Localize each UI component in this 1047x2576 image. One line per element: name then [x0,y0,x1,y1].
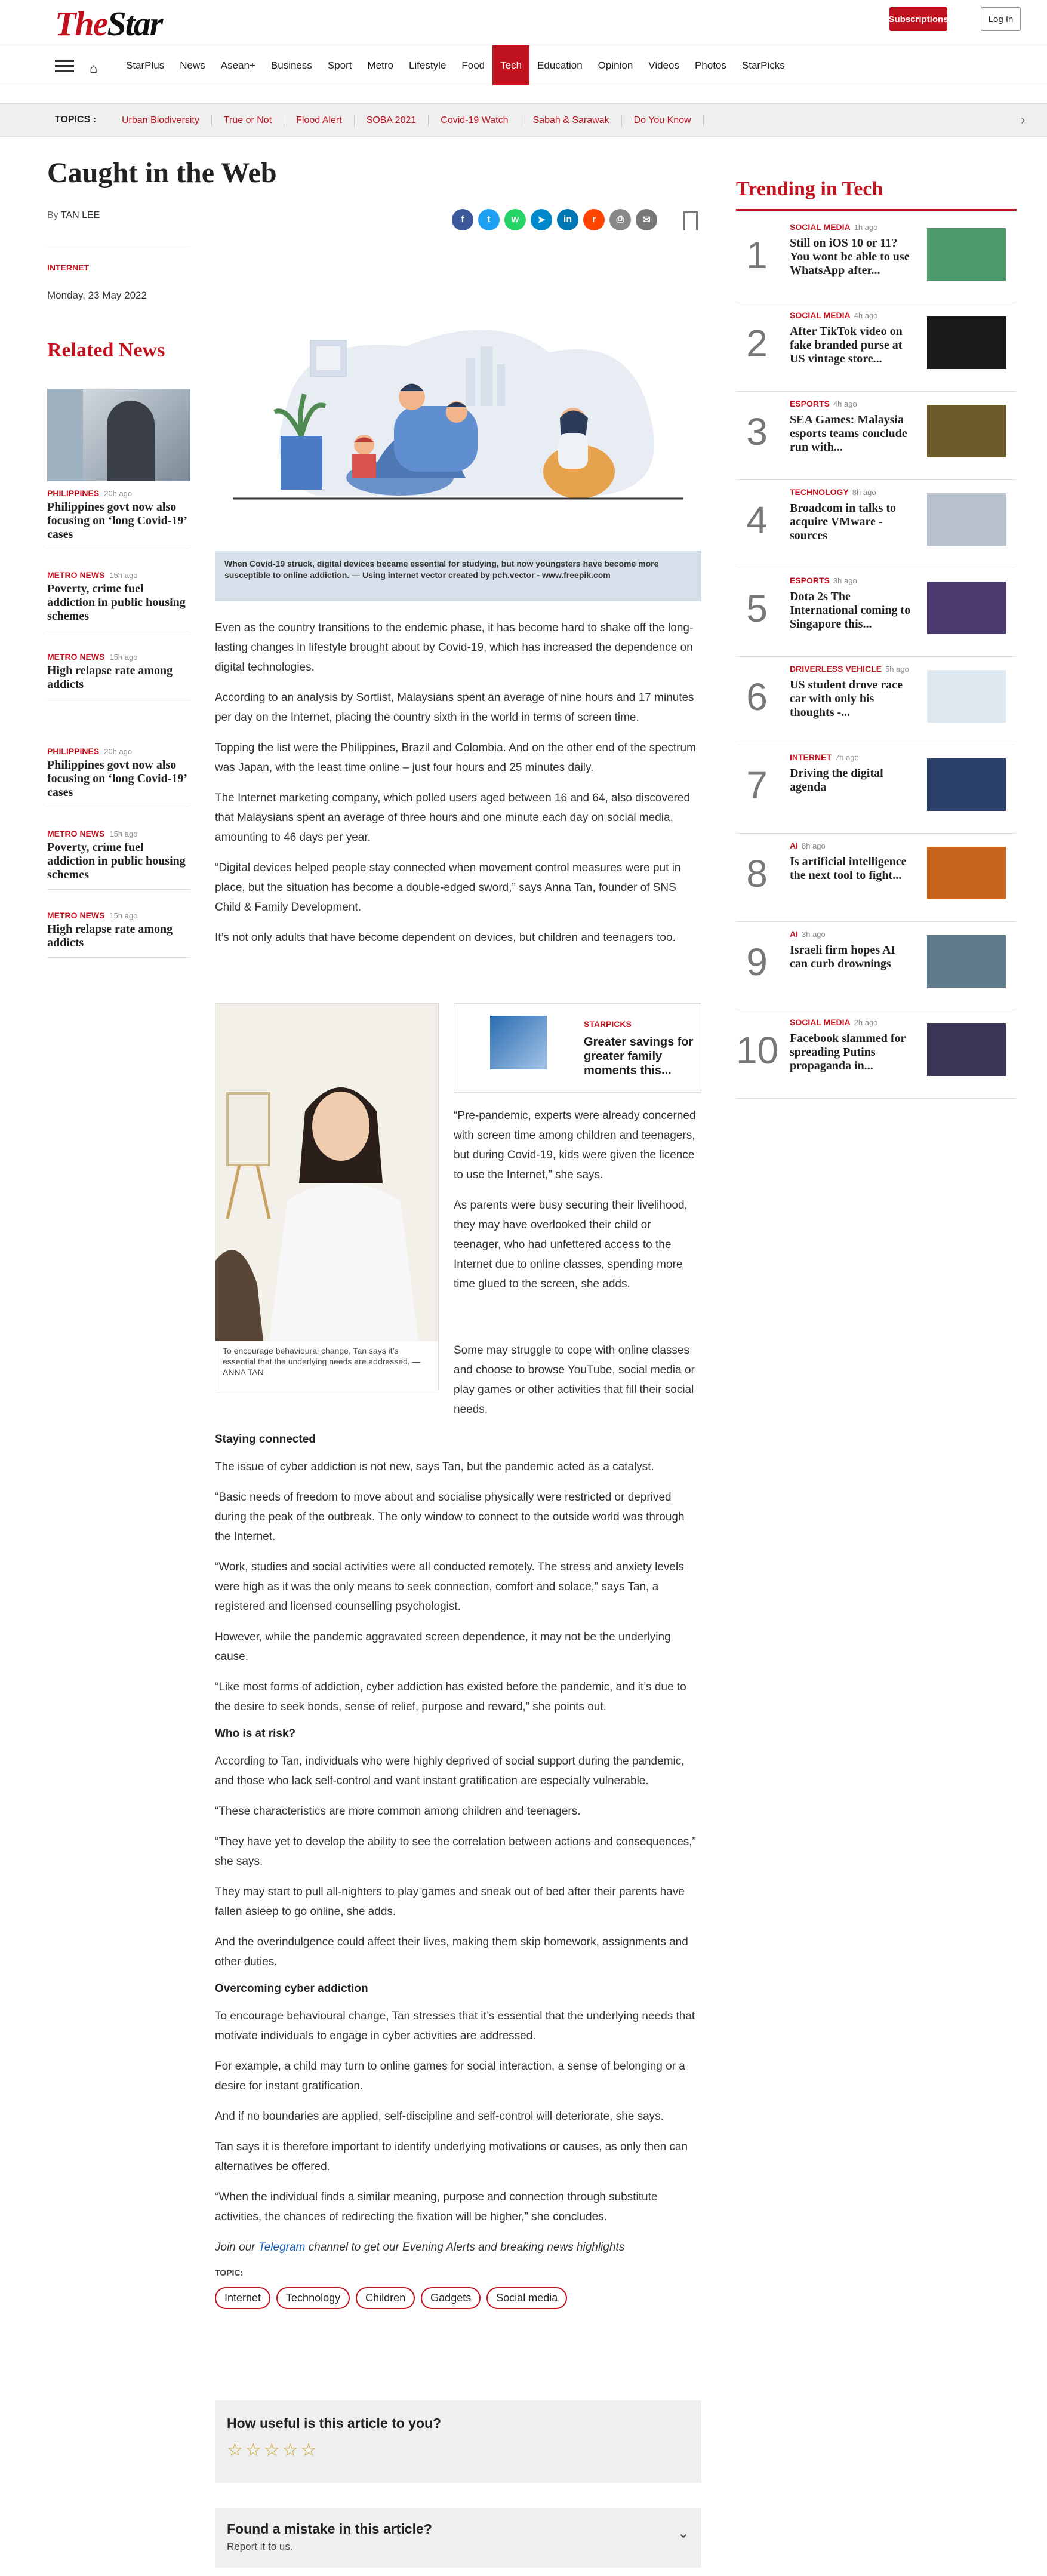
trending-time: 5h ago [885,665,909,674]
section-heading: Overcoming cyber addiction [215,1982,368,1995]
nav-item[interactable]: News [180,59,205,71]
paragraph: According to Tan, individuals who were highly deprived of social support during the pandemic, and those who lack self-control and want instant gratification are especially vulnerable. [215,1755,685,1787]
article-body-3 [215,1341,701,1430]
related-category[interactable]: METRO NEWS [47,652,105,662]
topics-label: TOPICS : [55,115,97,125]
article-title: Caught in the Web [47,157,277,189]
topic-tag[interactable]: Social media [486,2287,567,2309]
nav-item[interactable]: Food [461,59,485,71]
trending-rank: 5 [746,587,768,630]
related-news-item[interactable] [47,746,190,807]
related-category[interactable]: METRO NEWS [47,829,105,838]
trending-item[interactable] [736,1010,1017,1099]
trending-thumbnail[interactable] [927,405,1006,457]
paragraph: “Digital devices helped people stay connected when movement control measures were put in place, but the situation has become a double-edged sword,” says Anna Tan, founder of SNS Child & Family Development. [215,862,681,914]
trending-time: 8h ago [802,841,826,850]
paragraph: Some may struggle to cope with online classes and choose to browse YouTube, social media or play games or other activities that fill their social needs. [454,1344,695,1416]
trending-item[interactable] [736,215,1017,303]
trending-headline[interactable]: SEA Games: Malaysia esports teams conclude run with... [790,413,907,454]
hamburger-menu-icon[interactable] [55,60,74,72]
home-icon[interactable]: ⌂ [90,61,98,76]
nav-items [118,45,793,85]
trending-category[interactable]: ESPORTS [790,399,830,408]
trending-time: 1h ago [854,223,878,232]
star-icon[interactable]: ☆ [245,2440,264,2460]
paragraph: “These characteristics are more common among children and teenagers. [215,1805,581,1818]
related-headline[interactable]: Poverty, crime fuel addiction in public housing schemes [47,841,186,881]
paragraph: However, while the pandemic aggravated screen dependence, it may not be the underlying cause. [215,1631,671,1663]
divider [47,889,190,890]
mistake-subtitle: Report it to us. [227,2541,293,2552]
telegram-promo: Join our Telegram channel to get our Evening Alerts and breaking news highlights [215,2241,625,2254]
site-logo[interactable]: TheStar [55,4,162,43]
author-name[interactable]: TAN LEE [60,210,100,220]
divider [47,957,190,958]
trending-rank: 1 [746,233,768,276]
nav-item[interactable]: Photos [694,59,726,71]
trending-item[interactable] [736,922,1017,1010]
paragraph: “Basic needs of freedom to move about and socialise physically were restricted or deprived during the peak of the outbreak. The only window to connect to the outside world was through the Internet. [215,1491,685,1543]
trending-thumbnail[interactable] [927,582,1006,634]
topic-tag[interactable]: Gadgets [421,2287,481,2309]
telegram-link[interactable]: Telegram [258,2241,306,2254]
byline [47,210,100,221]
related-news-item[interactable] [47,829,190,890]
nav-item[interactable]: Business [270,59,312,71]
trending-rank: 6 [746,675,768,718]
trending-headline[interactable]: US student drove race car with only his thoughts -... [790,678,903,719]
related-time: 15h ago [109,829,138,838]
trending-headline[interactable]: Israeli firm hopes AI can curb drownings [790,943,896,970]
chevron-down-icon[interactable]: ⌄ [677,2525,689,2541]
top-bar [0,0,1047,45]
topic-link[interactable]: Flood Alert [284,115,354,127]
related-news-item[interactable] [47,911,190,958]
trending-headline[interactable]: Broadcom in talks to acquire VMware - sources [790,502,896,542]
related-category[interactable]: METRO NEWS [47,911,105,920]
section-heading: Who is at risk? [215,1727,296,1740]
trending-time: 8h ago [852,488,876,497]
trending-category[interactable]: INTERNET [790,752,832,762]
trending-thumbnail[interactable] [927,493,1006,546]
trending-rank: 9 [746,940,768,983]
star-icon[interactable]: ☆ [300,2440,319,2460]
star-icon[interactable]: ☆ [282,2440,301,2460]
article-body-2 [454,1106,701,1305]
section-heading: Staying connected [215,1433,316,1446]
login-button[interactable]: Log In [981,7,1021,31]
nav-item[interactable]: StarPicks [741,59,785,71]
trending-rank: 10 [736,1029,779,1072]
subscriptions-button[interactable]: Subscriptions [889,7,947,31]
trending-thumbnail[interactable] [927,1023,1006,1076]
figure-caption: To encourage behavioural change, Tan says it’s essential that the underlying needs are addressed. — ANNA TAN [223,1346,421,1377]
paragraph: Tan says it is therefore important to identify underlying motivations or causes, as only then can alternatives be offered. [215,2141,688,2173]
topics-list [110,104,704,137]
usefulness-rating [215,2400,701,2483]
related-news-item[interactable] [47,570,190,631]
related-time: 15h ago [109,653,138,662]
facebook-icon[interactable]: f [452,209,473,230]
paragraph: Topping the list were the Philippines, Brazil and Colombia. And on the other end of the spectrum was Japan, with the least time online – just four hours and 25 minutes daily. [215,742,696,774]
trending-headline[interactable]: Still on iOS 10 or 11? You wont be able to use WhatsApp after... [790,236,910,277]
byline-prefix: By [47,210,58,220]
related-headline[interactable]: High relapse rate among addicts [47,923,173,949]
related-category[interactable]: PHILIPPINES [47,488,100,498]
mistake-title: Found a mistake in this article? [227,2521,432,2537]
trending-time: 4h ago [833,399,857,408]
trending-headline[interactable]: Dota 2s The International coming to Singapore this... [790,590,911,631]
nav-item[interactable]: Lifestyle [409,59,446,71]
useful-question: How useful is this article to you? [227,2415,442,2431]
promo-headline[interactable]: Greater savings for greater family moments this... [584,1035,694,1077]
starpicks-promo[interactable] [454,1003,701,1093]
topic-tag[interactable]: Children [356,2287,415,2309]
trending-category[interactable]: AI [790,929,798,939]
trending-item[interactable] [736,303,1017,392]
related-news-item[interactable] [47,652,190,699]
paragraph: And the overindulgence could affect their lives, making them skip homework, assignments and other duties. [215,1936,688,1968]
nav-item[interactable]: Tech [492,45,529,85]
nav-item[interactable]: StarPlus [126,59,165,71]
topic-link[interactable]: Do You Know [622,115,704,127]
trending-thumbnail[interactable] [927,670,1006,723]
trending-category[interactable]: SOCIAL MEDIA [790,311,851,320]
share-buttons [452,209,662,230]
trending-time: 3h ago [833,576,857,585]
trending-item[interactable] [736,657,1017,745]
article-category[interactable]: INTERNET [47,263,89,272]
paragraph: “They have yet to develop the ability to see the correlation between actions and consequences,” she says. [215,1836,696,1868]
nav-item[interactable]: Opinion [598,59,633,71]
trending-category[interactable]: AI [790,841,798,850]
nav-item[interactable]: Sport [327,59,352,71]
trending-heading: Trending in Tech [736,178,883,200]
topic-link[interactable]: SOBA 2021 [355,115,429,127]
trending-item[interactable] [736,568,1017,657]
trending-item[interactable] [736,834,1017,922]
trending-thumbnail[interactable] [927,847,1006,899]
related-headline[interactable]: High relapse rate among addicts [47,664,173,691]
star-icon[interactable]: ☆ [227,2440,245,2460]
trending-time: 7h ago [835,753,859,762]
paragraph: As parents were busy securing their livelihood, they may have overlooked their child or teenager, who had unfettered access to the Internet due to online classes, spending more time glued to the screen, she adds. [454,1199,688,1290]
topic-link[interactable]: True or Not [212,115,284,127]
trending-headline[interactable]: After TikTok video on fake branded purse at US vintage store... [790,325,903,365]
trending-rank: 3 [746,410,768,453]
related-category[interactable]: PHILIPPINES [47,746,100,756]
print-icon[interactable]: ⎙ [609,209,631,230]
trending-headline[interactable]: Facebook slammed for spreading Putins propaganda in... [790,1032,906,1072]
article-date: Monday, 23 May 2022 [47,290,147,301]
related-headline[interactable]: Philippines govt now also focusing on ‘long Covid-19’ cases [47,758,187,799]
trending-item[interactable] [736,480,1017,568]
related-news-heading: Related News [47,339,165,361]
telegram-icon[interactable]: ➤ [531,209,552,230]
related-headline[interactable]: Poverty, crime fuel addiction in public housing schemes [47,582,186,623]
bookmark-icon[interactable] [683,211,698,230]
paragraph: The Internet marketing company, which polled users aged between 16 and 64, also discovered that Malaysians spent an average of three hours and one minute each day on social media, amounting to 46 days per year. [215,792,691,844]
related-headline[interactable]: Philippines govt now also focusing on ‘long Covid-19’ cases [47,500,187,541]
paragraph: They may start to pull all-nighters to play games and sneak out of bed after their parents have fallen asleep to go online, she adds. [215,1886,685,1918]
trending-category[interactable]: TECHNOLOGY [790,487,849,497]
related-time: 20h ago [104,489,133,498]
paragraph: To encourage behavioural change, Tan stresses that it’s essential that the underlying needs that motivate individuals to engage in cyber activities are addressed. [215,2010,695,2042]
related-news-image[interactable] [47,389,190,481]
paragraph: The issue of cyber addiction is not new, says Tan, but the pandemic acted as a catalyst. [215,1461,654,1473]
twitter-icon[interactable]: t [478,209,500,230]
trending-item[interactable] [736,392,1017,480]
nav-item[interactable]: Videos [648,59,679,71]
topic-tags [215,2287,701,2309]
trending-thumbnail[interactable] [927,316,1006,369]
star-icon[interactable]: ☆ [263,2440,282,2460]
nav-item[interactable]: Education [537,59,583,71]
trending-category[interactable]: ESPORTS [790,576,830,585]
paragraph: And if no boundaries are applied, self-discipline and self-control will deteriorate, she says. [215,2110,664,2123]
hero-illustration [215,299,701,549]
trending-thumbnail[interactable] [927,228,1006,281]
linkedin-icon[interactable]: in [557,209,578,230]
trending-rank: 4 [746,499,768,542]
promo-image[interactable] [490,1016,547,1069]
promo-kicker: STARPICKS [584,1019,632,1029]
related-news-item[interactable] [47,488,190,549]
trending-headline[interactable]: Driving the digital agenda [790,767,883,794]
topic-link[interactable]: Sabah & Sarawak [521,115,622,127]
trending-time: 2h ago [854,1018,878,1027]
article-body-4 [215,1433,701,2309]
trending-thumbnail[interactable] [927,758,1006,811]
article-figure [215,1003,439,1391]
related-time: 20h ago [104,747,133,756]
related-time: 15h ago [109,911,138,920]
chevron-right-icon[interactable]: › [1021,112,1026,127]
related-category[interactable]: METRO NEWS [47,570,105,580]
topics-bar [0,103,1047,137]
reddit-icon[interactable]: r [583,209,605,230]
topic-tag[interactable]: Internet [215,2287,270,2309]
nav-item[interactable]: Metro [367,59,393,71]
trending-headline[interactable]: Is artificial intelligence the next tool to fight... [790,855,907,882]
anna-tan-photo [215,1004,438,1341]
hero-caption: When Covid-19 struck, digital devices became essential for studying, but now youngsters have become more susceptible to online addiction. — Using internet vector created by pch.vector - www.freepik.com [215,551,701,601]
paragraph: “When the individual finds a similar meaning, purpose and connection through substitute activities, the chances of redirecting the fixation will be higher,” she concludes. [215,2191,658,2223]
paragraph: Even as the country transitions to the endemic phase, it has become hard to shake off the long-lasting changes in lifestyle brought about by Covid-19, which has increased the dependence on digital technologies. [215,622,694,674]
trending-category[interactable]: DRIVERLESS VEHICLE [790,664,882,674]
paragraph: For example, a child may turn to online games for social interaction, a sense of belonging or a desire for instant gratification. [215,2060,685,2092]
topic-tag[interactable]: Technology [276,2287,350,2309]
trending-category[interactable]: SOCIAL MEDIA [790,1018,851,1027]
paragraph: “Pre-pandemic, experts were already concerned with screen time among children and teenagers, but during Covid-19, kids were given the licence to use the Internet,” she says. [454,1109,696,1181]
trending-time: 4h ago [854,311,878,320]
topic-link[interactable]: Covid-19 Watch [429,115,521,127]
trending-rank: 7 [746,764,768,807]
nav-item[interactable]: Asean+ [220,59,255,71]
paragraph: “Work, studies and social activities were all conducted remotely. The stress and anxiety levels were high as it was the only means to seek connection, comfort and solace,” says Tan, a registered and licensed counselling psychologist. [215,1561,684,1613]
topic-link[interactable]: Urban Biodiversity [110,115,212,127]
related-time: 15h ago [109,571,138,580]
report-mistake[interactable] [215,2508,701,2568]
whatsapp-icon[interactable]: w [504,209,526,230]
paragraph: “Like most forms of addiction, cyber addiction has existed before the pandemic, and it’s due to the desire to seek bonds, sense of relief, purpose and reward,” she points out. [215,1681,686,1713]
trending-time: 3h ago [802,930,826,939]
trending-item[interactable] [736,745,1017,834]
star-rating[interactable] [227,2440,689,2461]
topic-label: TOPIC: [215,2268,244,2277]
trending-category[interactable]: SOCIAL MEDIA [790,222,851,232]
paragraph: It’s not only adults that have become dependent on devices, but children and teenagers too. [215,932,676,944]
trending-thumbnail[interactable] [927,935,1006,988]
trending-rank: 8 [746,852,768,895]
paragraph: According to an analysis by Sortlist, Malaysians spent an average of nine hours and 17 minutes per day on the Internet, placing the country sixth in the world in terms of screen time. [215,691,694,724]
trending-divider [736,209,1017,211]
trending-rank: 2 [746,322,768,365]
main-nav [0,45,1047,85]
email-icon[interactable]: ✉ [636,209,657,230]
article-body-1 [215,618,701,958]
